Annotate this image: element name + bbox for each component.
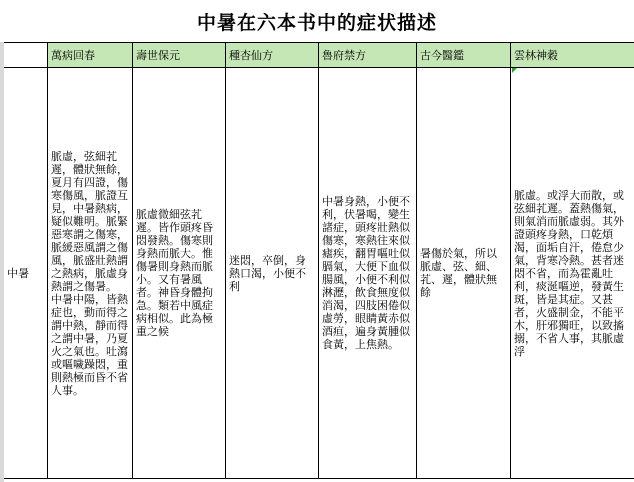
sheet-title: 中暑在六本书中的症状描述: [197, 8, 437, 35]
table-cell[interactable]: [133, 68, 226, 479]
table-cell[interactable]: [226, 68, 319, 479]
column-header[interactable]: 古今醫鑑: [417, 43, 511, 68]
column-header[interactable]: 萬病回春: [48, 43, 133, 68]
cell-text: 脈虛，弦細芤遲，體狀無餘，夏月有四證，傷寒傷風，脈證互見，中暑熱病，疑似難明。脈緊惡寒謂之傷寒，脈緩惡風謂之傷風，脈盛壯熱謂之熱病，脈虛身熱謂之傷暑。 中暑中陽，皆熱症也，動而得之謂中熱，靜而得之謂中暑，乃夏火之氣也。吐瀉或嘔噦躁悶，重則熱極而昏不省人事。: [51, 150, 129, 397]
table-cell[interactable]: [48, 68, 133, 479]
row-label[interactable]: 中暑: [1, 68, 48, 479]
cell-text: 中暑身熱，小便不利，伏暑喝，變生諸症，頭疼壯熱似傷寒，寒熱往來似瘧疾，翻胃嘔吐似膈氣，大便下血似腸風，小便不利似淋瀝，飲食無度似消渴，四肢困倦似虛勞，眼睛黃赤似酒疸，遍身黃腫似食黃，上焦熱。: [322, 195, 413, 351]
cell-text: 脈虛。或浮大而散，或弦細芤遲。蓋熱傷氣，則氣消而脈虛弱。其外證頭疼身熱，口乾煩渴，面垢自汗，倦怠少氣，背寒冷熱。甚者迷悶不省，而為霍亂吐利，痰涎嘔逆，發黃生斑，皆是其症。又甚者，火盛制金，不能平木，肝邪獨旺，以致搐搦，不省人事，其脈虛浮: [514, 189, 631, 358]
cell-text: 迷悶，卒倒，身熱口渴，小便不利: [229, 254, 315, 293]
title-row: [0, 0, 634, 43]
column-header[interactable]: 種杏仙方: [226, 43, 319, 68]
cell-comment-marker: [512, 68, 517, 73]
table-row: [1, 68, 634, 479]
column-header[interactable]: 雲林神穀: [511, 43, 634, 68]
cell-text: 暑傷於氣，所以脈虛、弦、細、芤、遲，體狀無餘: [420, 247, 507, 299]
table-cell[interactable]: [319, 68, 417, 479]
left-gutter: [0, 42, 4, 482]
header-row: [1, 43, 634, 68]
table-cell[interactable]: [511, 68, 634, 479]
symptom-table: [0, 42, 634, 479]
corner-cell[interactable]: [1, 43, 48, 68]
column-header[interactable]: 魯府禁方: [319, 43, 417, 68]
column-header[interactable]: 壽世保元: [133, 43, 226, 68]
table-cell[interactable]: [417, 68, 511, 479]
cell-text: 脈虛微細弦芤遲。皆作頭疼昏悶發熱。傷寒則身熱而脈大。惟傷暑則身熱而脈小。又有暑風者。神昏身體拘急。類若中風症病相似。此為極重之候: [136, 208, 222, 338]
